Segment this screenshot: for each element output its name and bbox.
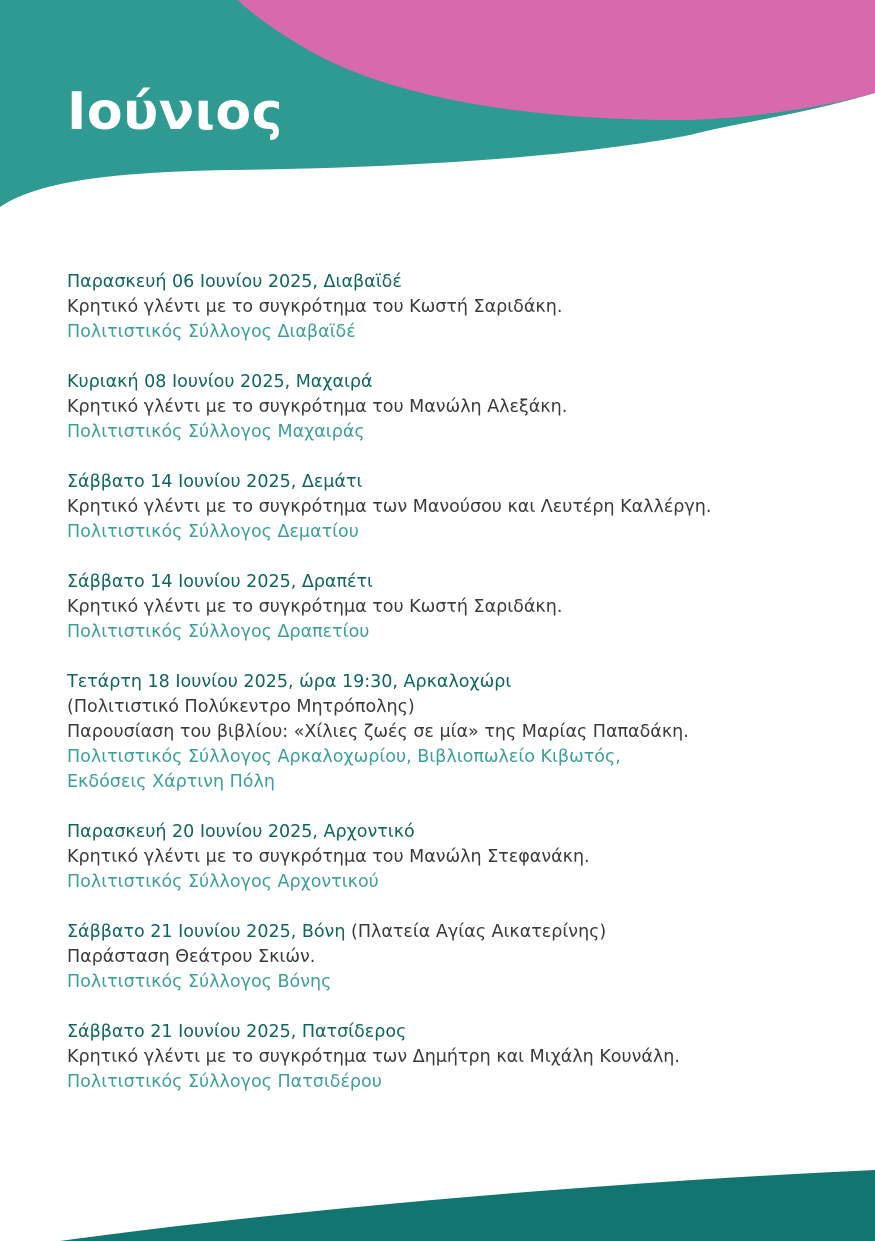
event-heading: Σάββατο 21 Ιουνίου 2025, Πατσίδερος <box>67 1022 407 1042</box>
footer-teal-wave <box>60 1170 875 1241</box>
event-description: Κρητικό γλέντι με το συγκρότημα των Δημήτρη και Μιχάλη Κουνάλη. <box>67 1047 680 1067</box>
event-organizer: Πολιτιστικός Σύλλογος Δεματίου <box>67 522 359 542</box>
event-organizer: Πολιτιστικός Σύλλογος Πατσιδέρου <box>67 1072 382 1092</box>
event-organizer: Πολιτιστικός Σύλλογος Βόνης <box>67 972 332 992</box>
event-heading: Κυριακή 08 Ιουνίου 2025, Μαχαιρά <box>67 372 373 392</box>
event-heading-line <box>67 920 847 945</box>
event-item <box>67 920 847 995</box>
event-description: Κρητικό γλέντι με το συγκρότημα του Κωστή Σαριδάκη. <box>67 297 563 317</box>
event-heading: Σάββατο 21 Ιουνίου 2025, Βόνη <box>67 922 346 942</box>
page-title: Ιούνιος <box>67 82 283 142</box>
event-list <box>67 270 847 1120</box>
event-organizer: Πολιτιστικός Σύλλογος Δραπετίου <box>67 622 370 642</box>
event-item <box>67 670 847 795</box>
event-description: Κρητικό γλέντι με το συγκρότημα του Κωστή Σαριδάκη. <box>67 597 563 617</box>
event-organizer: Πολιτιστικός Σύλλογος Διαβαϊδέ <box>67 322 356 342</box>
event-item <box>67 570 847 645</box>
event-item <box>67 370 847 445</box>
event-item <box>67 820 847 895</box>
event-description: Κρητικό γλέντι με το συγκρότημα του Μανώλη Αλεξάκη. <box>67 397 568 417</box>
event-item <box>67 270 847 345</box>
event-venue: (Πολιτιστικό Πολύκεντρο Μητρόπολης) <box>67 697 415 717</box>
event-organizer: Πολιτιστικός Σύλλογος Αρχοντικού <box>67 872 379 892</box>
event-heading: Τετάρτη 18 Ιουνίου 2025, ώρα 19:30, Αρκαλοχώρι <box>67 672 512 692</box>
event-item <box>67 1020 847 1095</box>
event-organizer: Πολιτιστικός Σύλλογος Αρκαλοχωρίου, Βιβλιοπωλείο Κιβωτός, <box>67 747 621 767</box>
event-description: Παρουσίαση του βιβλίου: «Χίλιες ζωές σε μία» της Μαρίας Παπαδάκη. <box>67 722 689 742</box>
event-heading: Παρασκευή 20 Ιουνίου 2025, Αρχοντικό <box>67 822 415 842</box>
event-heading: Σάββατο 14 Ιουνίου 2025, Δραπέτι <box>67 572 373 592</box>
event-heading: Παρασκευή 06 Ιουνίου 2025, Διαβαϊδέ <box>67 272 402 292</box>
event-item <box>67 470 847 545</box>
event-description: Κρητικό γλέντι με το συγκρότημα των Μανούσου και Λευτέρη Καλλέργη. <box>67 497 712 517</box>
event-organizer: Εκδόσεις Χάρτινη Πόλη <box>67 772 275 792</box>
event-venue: (Πλατεία Αγίας Αικατερίνης) <box>351 922 607 942</box>
event-description: Κρητικό γλέντι με το συγκρότημα του Μανώλη Στεφανάκη. <box>67 847 590 867</box>
event-organizer: Πολιτιστικός Σύλλογος Μαχαιράς <box>67 422 365 442</box>
event-description: Παράσταση Θεάτρου Σκιών. <box>67 947 316 967</box>
event-heading: Σάββατο 14 Ιουνίου 2025, Δεμάτι <box>67 472 363 492</box>
